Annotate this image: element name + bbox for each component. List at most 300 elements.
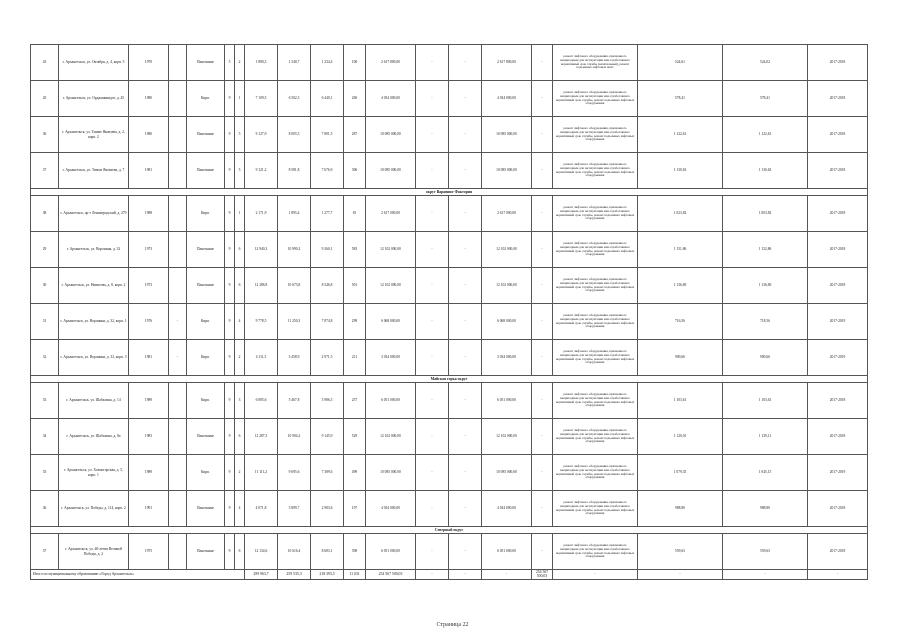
repair-period: 2017-2019: [808, 455, 868, 491]
total-cost: 254 567 500,03: [366, 570, 416, 580]
row-number: 35: [31, 455, 59, 491]
table-row: [31, 196, 868, 232]
unit-cost-limit: 1 103,61: [723, 383, 808, 419]
work-description: ремонт лифтового оборудования, признанного непригодным для эксплуатации или отработавшего нормативный срок службы, ремонт подъемных лифтовых оборудования: [553, 268, 638, 304]
fund-source-3: 10 085 000,00: [482, 117, 532, 153]
floors: 9: [225, 153, 235, 189]
fund-source-1: -: [416, 81, 449, 117]
dash-cell: [169, 81, 187, 117]
repair-period: 2017-2018: [808, 491, 868, 527]
total-area: 11 111,2: [245, 455, 278, 491]
district-name: Северный округ: [31, 527, 868, 534]
unit-cost: 1 103,61: [638, 383, 723, 419]
repair-cost: 6 051 000,00: [366, 383, 416, 419]
fund-source-3: 2 617 800,00: [482, 45, 532, 81]
row-number: 43: [31, 45, 59, 81]
unit-cost-limit: 578,41: [723, 81, 808, 117]
fund-source-1: -: [416, 268, 449, 304]
floors: 9: [225, 383, 235, 419]
unit-cost: 716,56: [638, 304, 723, 340]
entrances: 2: [235, 455, 245, 491]
total-area-1: 299 963,7: [245, 570, 278, 580]
wall-material: Кирп.: [187, 196, 225, 232]
unit-cost: 578,41: [638, 81, 723, 117]
residents: 81: [344, 196, 366, 232]
total-source-4: 254 567 500,03: [532, 570, 553, 580]
fund-source-3: 12 102 000,00: [482, 232, 532, 268]
fund-source-2: -: [449, 196, 482, 232]
address: г. Архангельск, ул. Тимме Яковлева, д. 2, корп. 2: [59, 117, 129, 153]
floors: 9: [225, 340, 235, 376]
fund-source-1: -: [416, 196, 449, 232]
repair-period: 2017-2018: [808, 383, 868, 419]
entrances: 4: [235, 304, 245, 340]
residential-area: 1 277,7: [311, 196, 344, 232]
build-year: 1989: [129, 383, 169, 419]
total-period: -: [808, 570, 868, 580]
table-row: [31, 153, 868, 189]
total-source-3: -: [482, 570, 532, 580]
unit-cost-limit: 900,66: [723, 340, 808, 376]
address: г. Архангельск, ул. Воронина, д. 32, корп. 3: [59, 340, 129, 376]
total-area: 2 171,9: [245, 196, 278, 232]
wall-material: Панельные: [187, 117, 225, 153]
entrances: 6: [235, 534, 245, 570]
repair-period: 2017-2019: [808, 304, 868, 340]
table-row: [31, 455, 868, 491]
floors: 5: [225, 45, 235, 81]
entrances: 3: [235, 383, 245, 419]
fund-source-2: -: [449, 340, 482, 376]
address: г. Архангельск, ул. Холмогорская, д. 5, корп. 1: [59, 455, 129, 491]
total-unit-cost-1: -: [638, 570, 723, 580]
work-description: ремонт лифтового оборудования, признанного непригодным для эксплуатации или отработавшего нормативный срок службы, ремонт подъемных лифтовых оборудования: [553, 81, 638, 117]
unit-cost-limit: 524,02: [723, 45, 808, 81]
fund-source-3: 10 085 000,00: [482, 153, 532, 189]
repair-period: 2017-2018: [808, 196, 868, 232]
living-area: 10 904,2: [278, 419, 311, 455]
residential-area: 7 801,5: [311, 117, 344, 153]
unit-cost: 559,63: [638, 534, 723, 570]
fund-source-1: -: [416, 304, 449, 340]
table-row: [31, 81, 868, 117]
work-description: ремонт лифтового оборудования, признанного непригодным для эксплуатации или отработавшего нормативный срок службы, ремонт подъемных лифтовых оборудования: [553, 491, 638, 527]
address: г. Архангельск, ул. Октября, д. 4, корп. 3: [59, 45, 129, 81]
row-number: 36: [31, 117, 59, 153]
build-year: 1989: [129, 455, 169, 491]
work-description: ремонт лифтового оборудования, признанного непригодным для эксплуатации или отработавшего нормативный срок службы, ремонт подъемных лифтовых оборудования: [553, 196, 638, 232]
fund-source-4: -: [532, 268, 553, 304]
residential-area: 8 683,1: [311, 534, 344, 570]
unit-cost: 1 023,82: [638, 196, 723, 232]
residents: 306: [344, 153, 366, 189]
entrances: 1: [235, 196, 245, 232]
district-row: [31, 189, 868, 196]
entrances: 5: [235, 153, 245, 189]
fund-source-2: -: [449, 455, 482, 491]
repair-period: 2017-2018: [808, 81, 868, 117]
total-area: 9 121,2: [245, 153, 278, 189]
district-name: Майская горка округ: [31, 376, 868, 383]
dash-cell: [169, 117, 187, 153]
work-description: ремонт лифтового оборудования, признанного непригодным для эксплуатации или отработавшего нормативный срок службы, ремонт подъемных лифтовых оборудования: [553, 304, 638, 340]
fund-source-3: 12 102 000,00: [482, 268, 532, 304]
fund-source-1: -: [416, 455, 449, 491]
repair-period: 2017-2018: [808, 232, 868, 268]
build-year: 1976: [129, 304, 169, 340]
fund-source-3: 12 102 000,00: [482, 419, 532, 455]
repair-period: 2017-2018: [808, 534, 868, 570]
repair-cost: 10 085 000,00: [366, 455, 416, 491]
residential-area: 9 145,9: [311, 419, 344, 455]
fund-source-3: 10 085 000,00: [482, 455, 532, 491]
fund-source-4: -: [532, 45, 553, 81]
unit-cost: 988,80: [638, 491, 723, 527]
fund-source-4: -: [532, 117, 553, 153]
fund-source-1: -: [416, 491, 449, 527]
table-row: [31, 340, 868, 376]
build-year: 1973: [129, 268, 169, 304]
total-area-2: 259 535,3: [278, 570, 311, 580]
fund-source-1: -: [416, 419, 449, 455]
address: г. Архангельск, ул. Воронина, д. 32, корп. 1: [59, 304, 129, 340]
fund-source-4: -: [532, 153, 553, 189]
wall-material: Кирп.: [187, 304, 225, 340]
unit-cost-limit: 1 152,86: [723, 232, 808, 268]
fund-source-4: -: [532, 340, 553, 376]
living-area: 8 005,5: [278, 117, 311, 153]
fund-source-3: 2 617 000,00: [482, 196, 532, 232]
build-year: 1980: [129, 117, 169, 153]
table-row: [31, 45, 868, 81]
residential-area: 3 986,5: [311, 383, 344, 419]
residential-area: 2 971,5: [311, 340, 344, 376]
repair-cost: 2 617 800,00: [366, 45, 416, 81]
address: г. Архангельск, ул. Тимме Яковлева, д. 7: [59, 153, 129, 189]
dash-cell: [169, 455, 187, 491]
row-number: 37: [31, 534, 59, 570]
repair-cost: 6 051 000,00: [366, 534, 416, 570]
fund-source-1: -: [416, 153, 449, 189]
address: г. Архангельск, пр-т Ленинградский, д. 279: [59, 196, 129, 232]
total-residents: 11 031: [344, 570, 366, 580]
unit-cost-limit: 1 139,11: [723, 419, 808, 455]
unit-cost: 900,66: [638, 340, 723, 376]
entrances: 6: [235, 232, 245, 268]
address: г. Архангельск, ул. Шабалина, д. 8а: [59, 419, 129, 455]
unit-cost-limit: 559,63: [723, 534, 808, 570]
unit-cost: 1 136,69: [638, 268, 723, 304]
wall-material: Кирп.: [187, 340, 225, 376]
dash-cell: [169, 383, 187, 419]
fund-source-2: -: [449, 117, 482, 153]
repair-cost: 3 034 000,00: [366, 340, 416, 376]
wall-material: Панельные: [187, 268, 225, 304]
residents: 583: [344, 232, 366, 268]
residents: 287: [344, 117, 366, 153]
entrances: 6: [235, 268, 245, 304]
dash-cell: [169, 232, 187, 268]
build-year: 1981: [129, 340, 169, 376]
total-area: 1 880,3: [245, 45, 278, 81]
living-area: 10 990,2: [278, 232, 311, 268]
wall-material: Панельные: [187, 534, 225, 570]
residents: 260: [344, 81, 366, 117]
build-year: 1981: [129, 153, 169, 189]
unit-cost-limit: 1 130,63: [723, 153, 808, 189]
fund-source-1: -: [416, 340, 449, 376]
unit-cost: 1 122,61: [638, 117, 723, 153]
wall-material: Панельные: [187, 419, 225, 455]
row-number: 29: [31, 232, 59, 268]
repair-cost: 2 617 000,00: [366, 196, 416, 232]
repair-cost: 12 102 000,00: [366, 419, 416, 455]
table-row: [31, 117, 868, 153]
living-area: 11 250,3: [278, 304, 311, 340]
repair-period: 2017-2018: [808, 117, 868, 153]
wall-material: Панельные: [187, 491, 225, 527]
page-number: Страница 22: [436, 622, 469, 628]
address: г. Архангельск, ул. Победы, д. 114, корп. 2: [59, 491, 129, 527]
residential-area: 9 260,1: [311, 232, 344, 268]
dash-cell: [169, 491, 187, 527]
fund-source-3: 6 051 000,00: [482, 534, 532, 570]
living-area: 10 673,8: [278, 268, 311, 304]
total-area: 9 778,5: [245, 304, 278, 340]
living-area: 5 467,8: [278, 383, 311, 419]
row-number: 32: [31, 340, 59, 376]
unit-cost-limit: 1 003,82: [723, 196, 808, 232]
district-row: [31, 527, 868, 534]
dash-cell: -: [169, 340, 187, 376]
fund-source-2: -: [449, 534, 482, 570]
residents: 398: [344, 534, 366, 570]
table-row: [31, 491, 868, 527]
repair-cost: 12 102 000,00: [366, 268, 416, 304]
row-number: 38: [31, 196, 59, 232]
fund-source-3: 6 068 000,00: [482, 304, 532, 340]
living-area: 6 502,3: [278, 81, 311, 117]
fund-source-3: 6 051 000,00: [482, 383, 532, 419]
work-description: ремонт лифтового оборудования, признанного непригодным для эксплуатации или отработавшего нормативный срок службы (капитальный), ремонт подъемных лифтовых шахт: [553, 45, 638, 81]
total-area: 4 071,8: [245, 491, 278, 527]
total-row: [31, 570, 868, 580]
unit-cost: 524,61: [638, 45, 723, 81]
entrances: 2: [235, 340, 245, 376]
row-number: 30: [31, 268, 59, 304]
build-year: 1970: [129, 45, 169, 81]
fund-source-4: -: [532, 196, 553, 232]
fund-source-1: -: [416, 117, 449, 153]
unit-cost: 1 079,35: [638, 455, 723, 491]
residents: 501: [344, 268, 366, 304]
district-name: округ Варавино-Фактория: [31, 189, 868, 196]
build-year: 1988: [129, 196, 169, 232]
fund-source-3: 4 034 000,00: [482, 81, 532, 117]
living-area: 10 616,4: [278, 534, 311, 570]
entrances: 1: [235, 81, 245, 117]
wall-material: Кирп.: [187, 383, 225, 419]
build-year: 1983: [129, 419, 169, 455]
fund-source-4: -: [532, 491, 553, 527]
entrances: 4: [235, 491, 245, 527]
dash-cell: [169, 196, 187, 232]
total-work: -: [553, 570, 638, 580]
build-year: 1973: [129, 232, 169, 268]
residential-area: 7 389,6: [311, 455, 344, 491]
table-row: [31, 534, 868, 570]
address: г. Архангельск, ул. 40-летия Великой Победы, д. 2: [59, 534, 129, 570]
work-description: ремонт лифтового оборудования, признанного непригодным для эксплуатации или отработавшего нормативный срок службы, ремонт подъемных лифтовых оборудования: [553, 455, 638, 491]
repair-cost: 10 085 000,00: [366, 153, 416, 189]
build-year: 1980: [129, 81, 169, 117]
floors: 9: [225, 196, 235, 232]
living-area: 3 458,9: [278, 340, 311, 376]
dash-cell: [169, 153, 187, 189]
table-row: [31, 304, 868, 340]
total-area-3: 218 393,5: [311, 570, 344, 580]
repair-period: 2017-2019: [808, 340, 868, 376]
total-source-2: -: [449, 570, 482, 580]
fund-source-2: -: [449, 81, 482, 117]
work-description: ремонт лифтового оборудования, признанного непригодным для эксплуатации или отработавшего нормативный срок службы, ремонт подъемных лифтовых оборудования: [553, 419, 638, 455]
fund-source-4: -: [532, 534, 553, 570]
district-row: [31, 376, 868, 383]
dash-cell: -: [169, 304, 187, 340]
residents: 211: [344, 340, 366, 376]
fund-source-2: -: [449, 419, 482, 455]
living-area: 3 899,7: [278, 491, 311, 527]
fund-source-4: -: [532, 455, 553, 491]
fund-source-2: -: [449, 232, 482, 268]
build-year: 1991: [129, 491, 169, 527]
row-number: 45: [31, 81, 59, 117]
unit-cost-limit: 1 136,69: [723, 268, 808, 304]
floors: 9: [225, 81, 235, 117]
repair-period: 2017-2018: [808, 268, 868, 304]
residential-area: 2 983,6: [311, 491, 344, 527]
residents: 499: [344, 455, 366, 491]
dash-cell: [169, 419, 187, 455]
wall-material: Панельные: [187, 153, 225, 189]
fund-source-4: -: [532, 81, 553, 117]
fund-source-2: -: [449, 153, 482, 189]
fund-source-1: -: [416, 383, 449, 419]
address: г. Архангельск, ул. Орджоникидзе, д. 45: [59, 81, 129, 117]
entrances: 2: [235, 45, 245, 81]
unit-cost-limit: 1 122,61: [723, 117, 808, 153]
floors: 9: [225, 117, 235, 153]
fund-source-2: -: [449, 491, 482, 527]
total-area: 6 085,6: [245, 383, 278, 419]
entrances: 5: [235, 117, 245, 153]
unit-cost: 1 120,01: [638, 419, 723, 455]
dash-cell: [169, 534, 187, 570]
living-area: 1 540,7: [278, 45, 311, 81]
residents: 529: [344, 419, 366, 455]
unit-cost: 1 151,86: [638, 232, 723, 268]
repair-period: 2017-2018: [808, 419, 868, 455]
entrances: 6: [235, 419, 245, 455]
total-area: 12 134,6: [245, 534, 278, 570]
repair-cost: 6 068 000,00: [366, 304, 416, 340]
fund-source-1: -: [416, 534, 449, 570]
address: г. Архангельск, ул. Воронина, д. 32: [59, 232, 129, 268]
row-number: 33: [31, 383, 59, 419]
living-area: 9 695,6: [278, 455, 311, 491]
residents: 257: [344, 383, 366, 419]
repair-cost: 4 034 000,00: [366, 81, 416, 117]
floors: 9: [225, 419, 235, 455]
table-row: [31, 232, 868, 268]
work-description: ремонт лифтового оборудования, признанного непригодным для эксплуатации или отработавшего нормативный срок службы, ремонт подъемных лифтовых оборудования: [553, 534, 638, 570]
fund-source-2: -: [449, 45, 482, 81]
unit-cost-limit: 988,80: [723, 491, 808, 527]
living-area: 1 895,4: [278, 196, 311, 232]
address: г. Архангельск, ул. Никитова, д. 8, корп. 2: [59, 268, 129, 304]
unit-cost: 1 130,63: [638, 153, 723, 189]
table-row: [31, 419, 868, 455]
total-area: 4 111,3: [245, 340, 278, 376]
residential-area: 6 440,1: [311, 81, 344, 117]
repair-cost: 10 085 000,00: [366, 117, 416, 153]
fund-source-3: 3 034 000,00: [482, 340, 532, 376]
fund-source-1: -: [416, 232, 449, 268]
wall-material: Панельные: [187, 232, 225, 268]
total-unit-cost-2: -: [723, 570, 808, 580]
floors: 9: [225, 268, 235, 304]
repair-period: 2017-2018: [808, 45, 868, 81]
dash-cell: [169, 268, 187, 304]
floors: 9: [225, 304, 235, 340]
work-description: ремонт лифтового оборудования, признанного непригодным для эксплуатации или отработавшего нормативный срок службы, ремонт подъемных лифтовых оборудования: [553, 153, 638, 189]
residents: 299: [344, 304, 366, 340]
unit-cost-limit: 718,56: [723, 304, 808, 340]
row-number: 31: [31, 304, 59, 340]
fund-source-4: -: [532, 419, 553, 455]
work-description: ремонт лифтового оборудования, признанного непригодным для эксплуатации или отработавшего нормативный срок службы, ремонт подъемных лифтовых оборудования: [553, 383, 638, 419]
unit-cost-limit: 1 045,15: [723, 455, 808, 491]
work-description: ремонт лифтового оборудования, признанного непригодным для эксплуатации или отработавшего нормативный срок службы, ремонт подъемных лифтовых оборудования: [553, 117, 638, 153]
fund-source-4: -: [532, 232, 553, 268]
row-number: 36: [31, 491, 59, 527]
dash-cell: [169, 45, 187, 81]
address: г. Архангельск, ул. Шабалина, д. 14: [59, 383, 129, 419]
row-number: 37: [31, 153, 59, 189]
total-area: 12 286,8: [245, 268, 278, 304]
residents: 100: [344, 45, 366, 81]
fund-source-2: -: [449, 268, 482, 304]
residential-area: 8 546,8: [311, 268, 344, 304]
wall-material: Кирп.: [187, 81, 225, 117]
floors: 9: [225, 455, 235, 491]
table-row: [31, 383, 868, 419]
wall-material: Кирп.: [187, 455, 225, 491]
repair-cost: 12 102 000,00: [366, 232, 416, 268]
floors: 9: [225, 491, 235, 527]
table-row: [31, 268, 868, 304]
fund-source-4: -: [532, 304, 553, 340]
wall-material: Панельные: [187, 45, 225, 81]
residential-area: 1 234,4: [311, 45, 344, 81]
repair-period: 2017-2018: [808, 153, 868, 189]
fund-source-2: -: [449, 383, 482, 419]
work-description: ремонт лифтового оборудования, признанного непригодным для эксплуатации или отработавшего нормативный срок службы, ремонт подъемных лифтовых оборудования: [553, 232, 638, 268]
row-number: 34: [31, 419, 59, 455]
fund-source-1: -: [416, 45, 449, 81]
total-source-1: -: [416, 570, 449, 580]
fund-source-2: -: [449, 304, 482, 340]
